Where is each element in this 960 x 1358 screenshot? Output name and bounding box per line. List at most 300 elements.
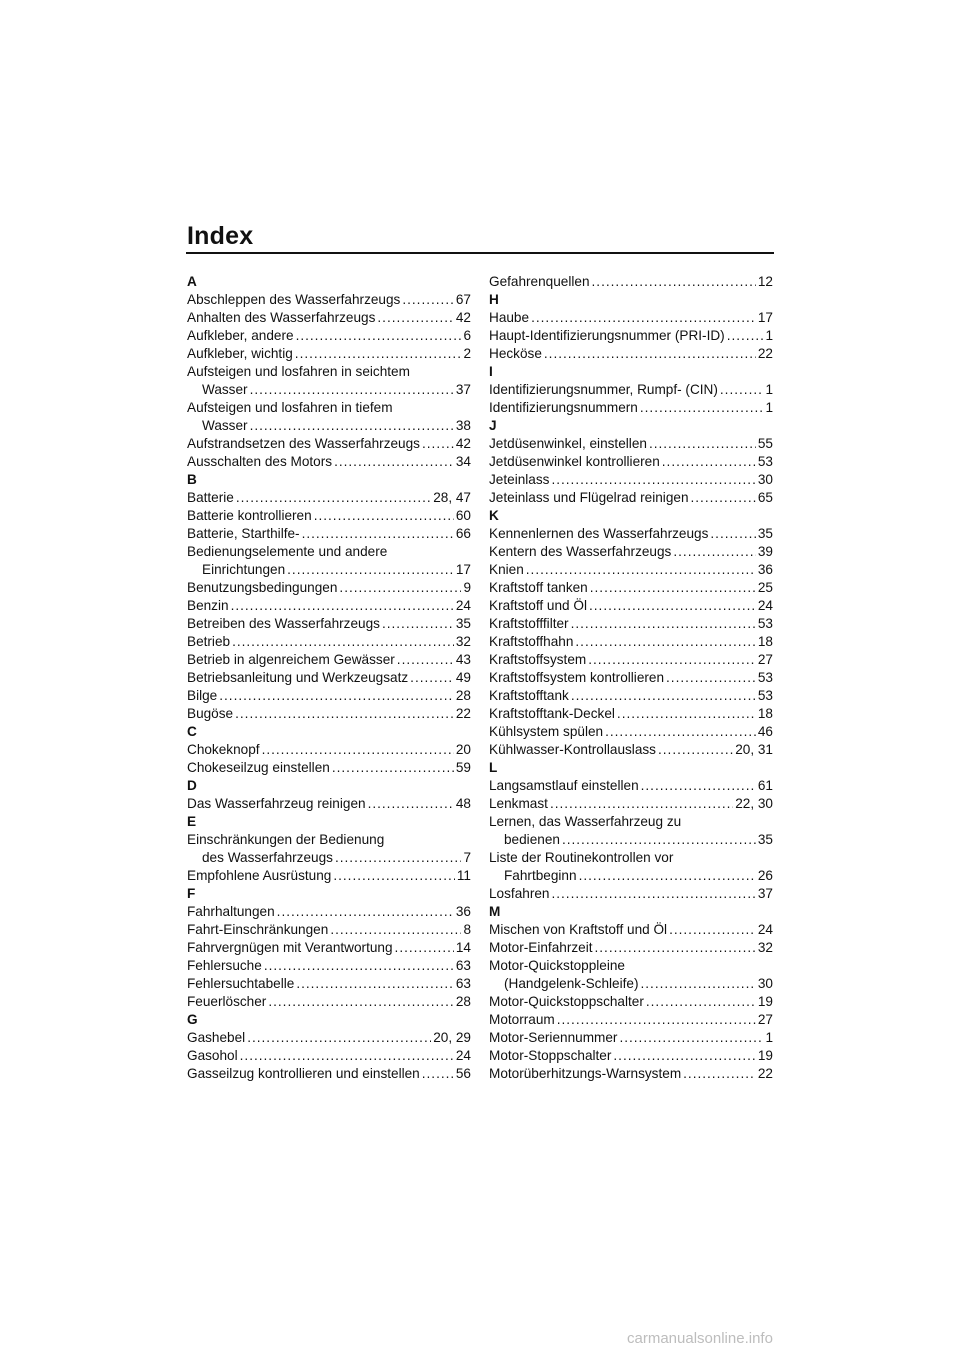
index-entry: [489, 471, 773, 489]
dot-leader: [551, 471, 755, 489]
index-entry: [187, 435, 471, 453]
index-entry-text: Kühlwasser-Kontrollauslass: [489, 742, 656, 757]
index-entry: [489, 399, 773, 417]
index-entry-text: Lernen, das Wasserfahrzeug zu: [489, 814, 682, 829]
index-entry: [187, 309, 471, 327]
index-entry-text: Motorraum: [489, 1012, 555, 1027]
index-entry-page: 28, 47: [433, 490, 471, 505]
dot-leader: [335, 849, 461, 867]
index-entry: [187, 525, 471, 543]
dot-leader: [641, 975, 756, 993]
index-entry-page: 53: [757, 670, 773, 685]
index-entry-page: 18: [757, 634, 773, 649]
dot-leader: [330, 921, 461, 939]
index-entry: [187, 579, 471, 597]
index-entry-text: Aufsteigen und losfahren in seichtem: [187, 364, 410, 379]
index-entry: [187, 921, 471, 939]
index-letter-heading: E: [187, 814, 197, 829]
index-entry: [187, 561, 471, 579]
index-entry-text: Benutzungsbedingungen: [187, 580, 338, 595]
dot-leader: [691, 489, 756, 507]
dot-leader: [422, 435, 454, 453]
index-entry-page: 43: [455, 652, 471, 667]
index-entry-text: Haupt-Identifizierungsnummer (PRI-ID): [489, 328, 725, 343]
index-letter-heading: H: [489, 292, 499, 307]
index-entry-page: 30: [757, 472, 773, 487]
index-entry: [187, 975, 471, 993]
index-entry: [187, 759, 471, 777]
dot-leader: [557, 1011, 756, 1029]
index-entry: [489, 723, 773, 741]
index-letter-heading: D: [187, 778, 197, 793]
index-entry-page: 28: [455, 688, 471, 703]
footer-watermark: carmanualsonline.info: [627, 1330, 773, 1347]
index-entry-text: Fahrhaltungen: [187, 904, 275, 919]
index-entry-page: 20: [455, 742, 471, 757]
index-entry-text: Wasser: [202, 418, 248, 433]
index-entry-text: des Wasserfahrzeugs: [202, 850, 333, 865]
index-entry: [489, 651, 773, 669]
index-entry-page: 11: [456, 868, 471, 883]
index-entry-text: Batterie: [187, 490, 234, 505]
dot-leader: [589, 597, 756, 615]
index-entry-page: 1: [765, 328, 773, 343]
index-entry-text: Kraftstofffilter: [489, 616, 569, 631]
dot-leader: [232, 633, 454, 651]
index-entry-page: 27: [757, 652, 773, 667]
index-entry: [489, 939, 773, 957]
index-entry-page: 7: [463, 850, 471, 865]
dot-leader: [613, 1047, 755, 1065]
index-entry-text: Jeteinlass: [489, 472, 550, 487]
dot-leader: [339, 579, 461, 597]
index-entry: [489, 435, 773, 453]
dot-leader: [333, 867, 455, 885]
dot-leader: [296, 327, 462, 345]
dot-leader: [268, 993, 454, 1011]
index-entry-text: bedienen: [504, 832, 560, 847]
index-entry-text: Gefahrenquellen: [489, 274, 590, 289]
index-entry: [489, 795, 773, 813]
dot-leader: [550, 795, 733, 813]
dot-leader: [544, 345, 756, 363]
index-entry-text: Bilge: [187, 688, 218, 703]
dot-leader: [727, 327, 764, 345]
index-entry-page: 14: [455, 940, 471, 955]
dot-leader: [395, 939, 454, 957]
index-entry-text: Haube: [489, 310, 530, 325]
index-entry-page: 66: [455, 526, 471, 541]
index-entry: [489, 687, 773, 705]
dot-leader: [617, 705, 756, 723]
index-letter-heading: B: [187, 472, 197, 487]
index-entry-page: 37: [455, 382, 471, 397]
index-entry-text: Chokeseilzug einstellen: [187, 760, 330, 775]
index-entry-page: 55: [757, 436, 773, 451]
index-entry: [489, 831, 773, 849]
index-entry: [489, 381, 773, 399]
dot-leader: [247, 1029, 431, 1047]
index-entry-text: Aufkleber, andere: [187, 328, 294, 343]
index-entry-text: Kraftstofftank: [489, 688, 569, 703]
index-entry-page: 67: [455, 292, 471, 307]
index-entry: [187, 741, 471, 759]
dot-leader: [605, 723, 756, 741]
index-letter-heading: I: [489, 364, 493, 379]
dot-leader: [236, 489, 431, 507]
index-entry-page: 19: [757, 1048, 773, 1063]
index-entry: [489, 633, 773, 651]
index-entry: [489, 561, 773, 579]
dot-leader: [619, 1029, 763, 1047]
dot-leader: [397, 651, 454, 669]
dot-leader: [264, 957, 454, 975]
dot-leader: [683, 1065, 756, 1083]
index-entry-page: 32: [455, 634, 471, 649]
index-entry-text: Aufsteigen und losfahren in tiefem: [187, 400, 393, 415]
index-entry-page: 1: [765, 382, 773, 397]
index-entry-page: 39: [757, 544, 773, 559]
index-letter-heading: J: [489, 418, 497, 433]
index-entry-text: Kraftstofftank-Deckel: [489, 706, 615, 721]
index-entry-text: Motor-Einfahrzeit: [489, 940, 593, 955]
index-entry-page: 17: [757, 310, 773, 325]
dot-leader: [277, 903, 454, 921]
index-entry: [187, 1047, 471, 1065]
dot-leader: [332, 759, 454, 777]
index-entry-page: 32: [757, 940, 773, 955]
index-entry: [187, 939, 471, 957]
index-entry-page: 42: [455, 436, 471, 451]
index-entry-page: 36: [757, 562, 773, 577]
index-entry-page: 8: [463, 922, 471, 937]
index-entry: [187, 867, 471, 885]
dot-leader: [575, 633, 755, 651]
index-entry: [489, 345, 773, 363]
index-entry-page: 46: [757, 724, 773, 739]
index-entry-text: Fahrt-Einschränkungen: [187, 922, 329, 937]
dot-leader: [592, 273, 756, 291]
index-entry: [187, 795, 471, 813]
index-entry: [489, 741, 773, 759]
index-entry-text: Identifizierungsnummern: [489, 400, 638, 415]
index-entry-text: Kraftstoff und Öl: [489, 598, 587, 613]
dot-leader: [710, 525, 755, 543]
index-entry: [187, 669, 471, 687]
index-entry: [489, 921, 773, 939]
index-entry-text: Fahrvergnügen mit Verantwortung: [187, 940, 393, 955]
dot-leader: [377, 309, 453, 327]
title-rule: [186, 252, 774, 254]
index-entry-text: Jeteinlass und Flügelrad reinigen: [489, 490, 689, 505]
index-entry-text: Kühlsystem spülen: [489, 724, 604, 739]
index-entry-text: Motor-Quickstoppschalter: [489, 994, 644, 1009]
dot-leader: [571, 687, 756, 705]
index-entry-page: 2: [463, 346, 471, 361]
index-entry-text: Motorüberhitzungs-Warnsystem: [489, 1066, 682, 1081]
index-entry: [187, 633, 471, 651]
index-entry-page: 22: [757, 346, 773, 361]
dot-leader: [368, 795, 454, 813]
index-entry: [187, 507, 471, 525]
dot-leader: [296, 975, 454, 993]
index-entry-text: Betrieb in algenreichem Gewässer: [187, 652, 395, 667]
index-entry-page: 49: [455, 670, 471, 685]
index-entry: [187, 1029, 471, 1047]
index-entry: [187, 705, 471, 723]
index-entry-page: 53: [757, 454, 773, 469]
index-entry-page: 48: [455, 796, 471, 811]
index-entry-text: Wasser: [202, 382, 248, 397]
index-entry: [489, 273, 773, 291]
dot-leader: [402, 291, 454, 309]
index-entry-text: Kentern des Wasserfahrzeugs: [489, 544, 672, 559]
index-entry-text: Aufkleber, wichtig: [187, 346, 293, 361]
dot-leader: [640, 399, 764, 417]
dot-leader: [240, 1047, 454, 1065]
index-entry-page: 53: [757, 616, 773, 631]
dot-leader: [302, 525, 454, 543]
dot-leader: [666, 669, 756, 687]
index-entry-page: 1: [765, 400, 773, 415]
index-entry-text: Feuerlöscher: [187, 994, 267, 1009]
index-entry-page: 28: [455, 994, 471, 1009]
index-entry-page: 20, 31: [735, 742, 773, 757]
index-entry-page: 24: [757, 598, 773, 613]
index-entry-page: 59: [455, 760, 471, 775]
index-entry: [489, 309, 773, 327]
index-entry-text: Gasohol: [187, 1048, 238, 1063]
index-entry-text: Kraftstoffhahn: [489, 634, 574, 649]
index-entry-page: 38: [455, 418, 471, 433]
index-entry-page: 19: [757, 994, 773, 1009]
index-letter-heading: M: [489, 904, 501, 919]
dot-leader: [579, 867, 756, 885]
index-entry-page: 1: [765, 1030, 773, 1045]
index-entry: [187, 291, 471, 309]
dot-leader: [250, 381, 454, 399]
index-entry: [489, 327, 773, 345]
index-entry-text: Jetdüsenwinkel, einstellen: [489, 436, 647, 451]
dot-leader: [382, 615, 454, 633]
index-entry-text: Hecköse: [489, 346, 542, 361]
index-entry-page: 17: [455, 562, 471, 577]
index-entry-page: 6: [463, 328, 471, 343]
index-letter-heading: C: [187, 724, 197, 739]
dot-leader: [235, 705, 454, 723]
index-entry: [489, 993, 773, 1011]
index-letter-heading: F: [187, 886, 196, 901]
index-entry-text: Kraftstoffsystem kontrollieren: [489, 670, 665, 685]
index-entry-text: Kraftstoffsystem: [489, 652, 587, 667]
index-entry-page: 20, 29: [433, 1030, 471, 1045]
index-entry: [489, 615, 773, 633]
index-entry-text: Bedienungselemente und andere: [187, 544, 388, 559]
index-entry: [489, 867, 773, 885]
index-entry-text: Batterie, Starthilfe-: [187, 526, 300, 541]
page-title: Index: [187, 222, 254, 250]
index-entry: [187, 957, 471, 975]
index-entry-page: 22: [455, 706, 471, 721]
index-entry: [489, 1047, 773, 1065]
index-entry: [187, 453, 471, 471]
index-entry-text: Gasseilzug kontrollieren und einstellen: [187, 1066, 420, 1081]
index-entry-text: Betreiben des Wasserfahrzeugs: [187, 616, 380, 631]
index-entry: [187, 903, 471, 921]
index-entry-text: Fehlersuche: [187, 958, 262, 973]
index-letter-heading: A: [187, 274, 197, 289]
index-entry-text: Chokeknopf: [187, 742, 260, 757]
dot-leader: [250, 417, 454, 435]
index-entry-text: Losfahren: [489, 886, 550, 901]
index-entry-text: Aufstrandsetzen des Wasserfahrzeugs: [187, 436, 420, 451]
index-entry: [489, 705, 773, 723]
index-entry-page: 56: [455, 1066, 471, 1081]
index-entry-page: 63: [455, 976, 471, 991]
index-entry: [489, 1065, 773, 1083]
dot-leader: [669, 921, 756, 939]
dot-leader: [673, 543, 756, 561]
index-entry-page: 18: [757, 706, 773, 721]
index-letter-heading: K: [489, 508, 499, 523]
index-entry: [489, 975, 773, 993]
index-entry-text: Bugöse: [187, 706, 234, 721]
index-column-left: [187, 273, 471, 1083]
index-entry: [489, 1029, 773, 1047]
dot-leader: [287, 561, 454, 579]
dot-leader: [720, 381, 764, 399]
index-entry-page: 65: [757, 490, 773, 505]
index-entry-page: 25: [757, 580, 773, 595]
index-entry-page: 63: [455, 958, 471, 973]
dot-leader: [588, 651, 756, 669]
dot-leader: [314, 507, 454, 525]
index-entry-text: Einrichtungen: [202, 562, 286, 577]
index-entry: [489, 777, 773, 795]
index-entry-page: 61: [757, 778, 773, 793]
index-entry: [489, 579, 773, 597]
index-entry-text: Kraftstoff tanken: [489, 580, 588, 595]
dot-leader: [295, 345, 462, 363]
index-entry: [489, 453, 773, 471]
dot-leader: [662, 453, 756, 471]
index-entry-page: 35: [757, 832, 773, 847]
index-entry-text: Identifizierungsnummer, Rumpf- (CIN): [489, 382, 718, 397]
index-entry-text: (Handgelenk-Schleife): [504, 976, 639, 991]
index-entry-text: Jetdüsenwinkel kontrollieren: [489, 454, 660, 469]
dot-leader: [262, 741, 454, 759]
index-letter-heading: L: [489, 760, 498, 775]
dot-leader: [219, 687, 454, 705]
index-entry-page: 36: [455, 904, 471, 919]
index-entry-page: 34: [455, 454, 471, 469]
index-entry-text: Batterie kontrollieren: [187, 508, 312, 523]
index-entry-page: 42: [455, 310, 471, 325]
index-entry-page: 9: [463, 580, 471, 595]
index-entry-text: Betriebsanleitung und Werkzeugsatz: [187, 670, 409, 685]
index-entry: [187, 1065, 471, 1083]
index-entry-text: Lenkmast: [489, 796, 548, 811]
index-entry-page: 53: [757, 688, 773, 703]
index-entry: [187, 615, 471, 633]
index-entry-text: Knien: [489, 562, 524, 577]
index-entry-text: Fahrtbeginn: [504, 868, 577, 883]
index-entry-text: Motor-Quickstoppleine: [489, 958, 625, 973]
index-entry-text: Betrieb: [187, 634, 231, 649]
index-column-right: [489, 273, 773, 1083]
index-entry-page: 24: [455, 1048, 471, 1063]
index-entry-page: 35: [757, 526, 773, 541]
index-entry-page: 24: [455, 598, 471, 613]
index-entry: [187, 687, 471, 705]
index-entry-page: 22: [757, 1066, 773, 1081]
index-entry: [489, 885, 773, 903]
dot-leader: [641, 777, 756, 795]
index-entry-page: 37: [757, 886, 773, 901]
index-entry-text: Benzin: [187, 598, 229, 613]
index-entry: [187, 345, 471, 363]
index-entry: [489, 543, 773, 561]
index-entry-text: Mischen von Kraftstoff und Öl: [489, 922, 668, 937]
index-entry-text: Motor-Stoppschalter: [489, 1048, 612, 1063]
index-entry: [187, 597, 471, 615]
dot-leader: [562, 831, 756, 849]
index-entry-text: Motor-Seriennummer: [489, 1030, 618, 1045]
dot-leader: [551, 885, 755, 903]
dot-leader: [422, 1065, 454, 1083]
index-entry-page: 12: [757, 274, 773, 289]
dot-leader: [531, 309, 756, 327]
index-entry: [187, 993, 471, 1011]
index-entry-text: Einschränkungen der Bedienung: [187, 832, 385, 847]
index-entry-text: Empfohlene Ausrüstung: [187, 868, 332, 883]
index-entry-text: Kennenlernen des Wasserfahrzeugs: [489, 526, 709, 541]
index-entry-text: Das Wasserfahrzeug reinigen: [187, 796, 366, 811]
index-entry: [187, 381, 471, 399]
dot-leader: [649, 435, 756, 453]
index-entry-text: Abschleppen des Wasserfahrzeugs: [187, 292, 401, 307]
index-entry-page: 22, 30: [735, 796, 773, 811]
index-entry: [187, 651, 471, 669]
index-entry-text: Langsamstlauf einstellen: [489, 778, 639, 793]
index-entry: [489, 1011, 773, 1029]
index-entry-page: 26: [757, 868, 773, 883]
dot-leader: [334, 453, 454, 471]
dot-leader: [590, 579, 756, 597]
index-entry-text: Fehlersuchtabelle: [187, 976, 295, 991]
index-entry-page: 30: [757, 976, 773, 991]
index-entry-page: 27: [757, 1012, 773, 1027]
index-entry: [187, 489, 471, 507]
dot-leader: [231, 597, 454, 615]
index-entry-text: Gashebel: [187, 1030, 246, 1045]
dot-leader: [410, 669, 454, 687]
dot-leader: [595, 939, 756, 957]
dot-leader: [571, 615, 756, 633]
index-entry: [187, 417, 471, 435]
index-entry: [187, 849, 471, 867]
index-entry: [489, 525, 773, 543]
index-entry: [489, 597, 773, 615]
dot-leader: [526, 561, 756, 579]
index-entry-page: 60: [455, 508, 471, 523]
index-entry-text: Anhalten des Wasserfahrzeugs: [187, 310, 376, 325]
index-entry: [489, 489, 773, 507]
index-entry: [187, 327, 471, 345]
index-entry-text: Liste der Routinekontrollen vor: [489, 850, 674, 865]
index-letter-heading: G: [187, 1012, 198, 1027]
index-entry-page: 35: [455, 616, 471, 631]
